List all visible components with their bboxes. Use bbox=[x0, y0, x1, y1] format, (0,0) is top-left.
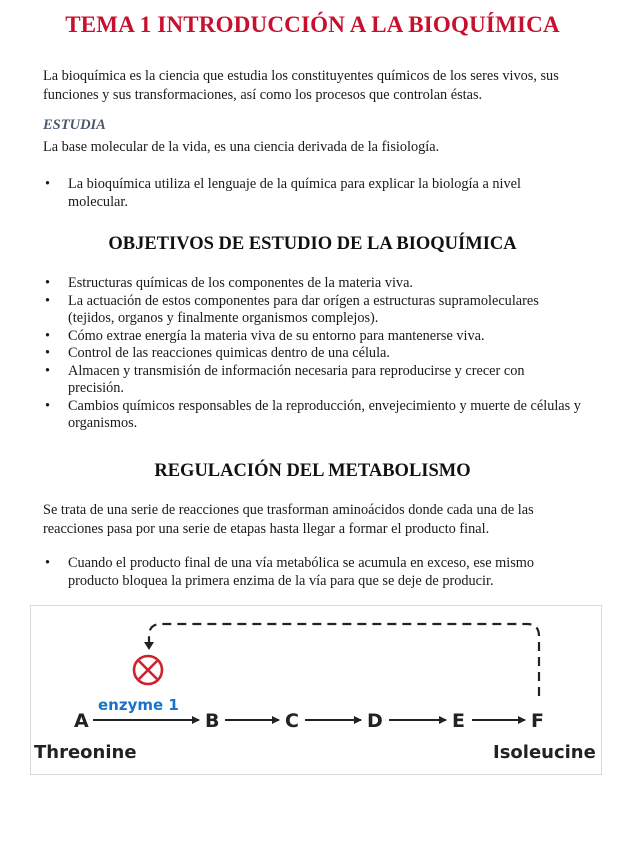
inhibition-circle-icon bbox=[134, 656, 162, 684]
list-item: • Cuando el producto final de una vía metabólica se acumula en exceso, ese mismo producto bloquea la primera enzima de la vía para que se deje de producir. bbox=[43, 555, 583, 590]
enzyme-label: enzyme 1 bbox=[98, 696, 179, 714]
node-a: A bbox=[74, 710, 89, 732]
node-c: C bbox=[285, 710, 299, 732]
feedback-dashed-line bbox=[149, 624, 539, 696]
node-b: B bbox=[205, 710, 220, 732]
list-item: • Estructuras químicas de los componentes de la materia viva. bbox=[43, 275, 583, 293]
regulacion-heading: REGULACIÓN DEL METABOLISMO bbox=[154, 461, 471, 481]
node-e: E bbox=[452, 710, 465, 732]
feedback-inhibition-diagram bbox=[30, 605, 602, 775]
regulacion-bullet-list bbox=[43, 555, 583, 590]
node-d: D bbox=[367, 710, 383, 732]
start-molecule-label: Threonine bbox=[34, 742, 137, 763]
node-f: F bbox=[531, 710, 544, 732]
end-molecule-label: Isoleucine bbox=[493, 742, 596, 763]
regulacion-paragraph: Se trata de una serie de reacciones que trasforman aminoácidos donde cada una de las reacciones pasa por una serie de etapas hasta llegar a formar el producto final. bbox=[43, 502, 534, 537]
objetivos-heading: OBJETIVOS DE ESTUDIO DE LA BIOQUÍMICA bbox=[108, 234, 517, 254]
estudia-paragraph: La base molecular de la vida, es una ciencia derivada de la fisiología. bbox=[43, 139, 440, 155]
estudia-bullet-list bbox=[43, 176, 583, 211]
list-item: • Control de las reacciones quimicas dentro de una célula. bbox=[43, 345, 583, 363]
list-item: • Cambios químicos responsables de la reproducción, envejecimiento y muerte de células y organismos. bbox=[43, 398, 583, 433]
feedback-arrowhead bbox=[144, 642, 154, 650]
estudia-subheading: ESTUDIA bbox=[43, 117, 106, 133]
list-item: • La bioquímica utiliza el lenguaje de la química para explicar la biología a nivel molecular. bbox=[43, 176, 583, 211]
intro-paragraph: La bioquímica es la ciencia que estudia los constituyentes químicos de los seres vivos, sus funciones y sus transformaciones, así como los procesos que controlan éstas. bbox=[43, 68, 559, 103]
page-title: TEMA 1 INTRODUCCIÓN A LA BIOQUÍMICA bbox=[65, 12, 560, 37]
list-item: • Almacen y transmisión de información necesaria para reproducirse y crecer con precisión. bbox=[43, 363, 583, 398]
list-item: • La actuación de estos componentes para dar orígen a estructuras supramoleculares (tejidos, organos y finalmente organismos complejos). bbox=[43, 293, 583, 328]
list-item: • Cómo extrae energía la materia viva de su entorno para mantenerse viva. bbox=[43, 328, 583, 346]
objetivos-list bbox=[43, 275, 583, 433]
